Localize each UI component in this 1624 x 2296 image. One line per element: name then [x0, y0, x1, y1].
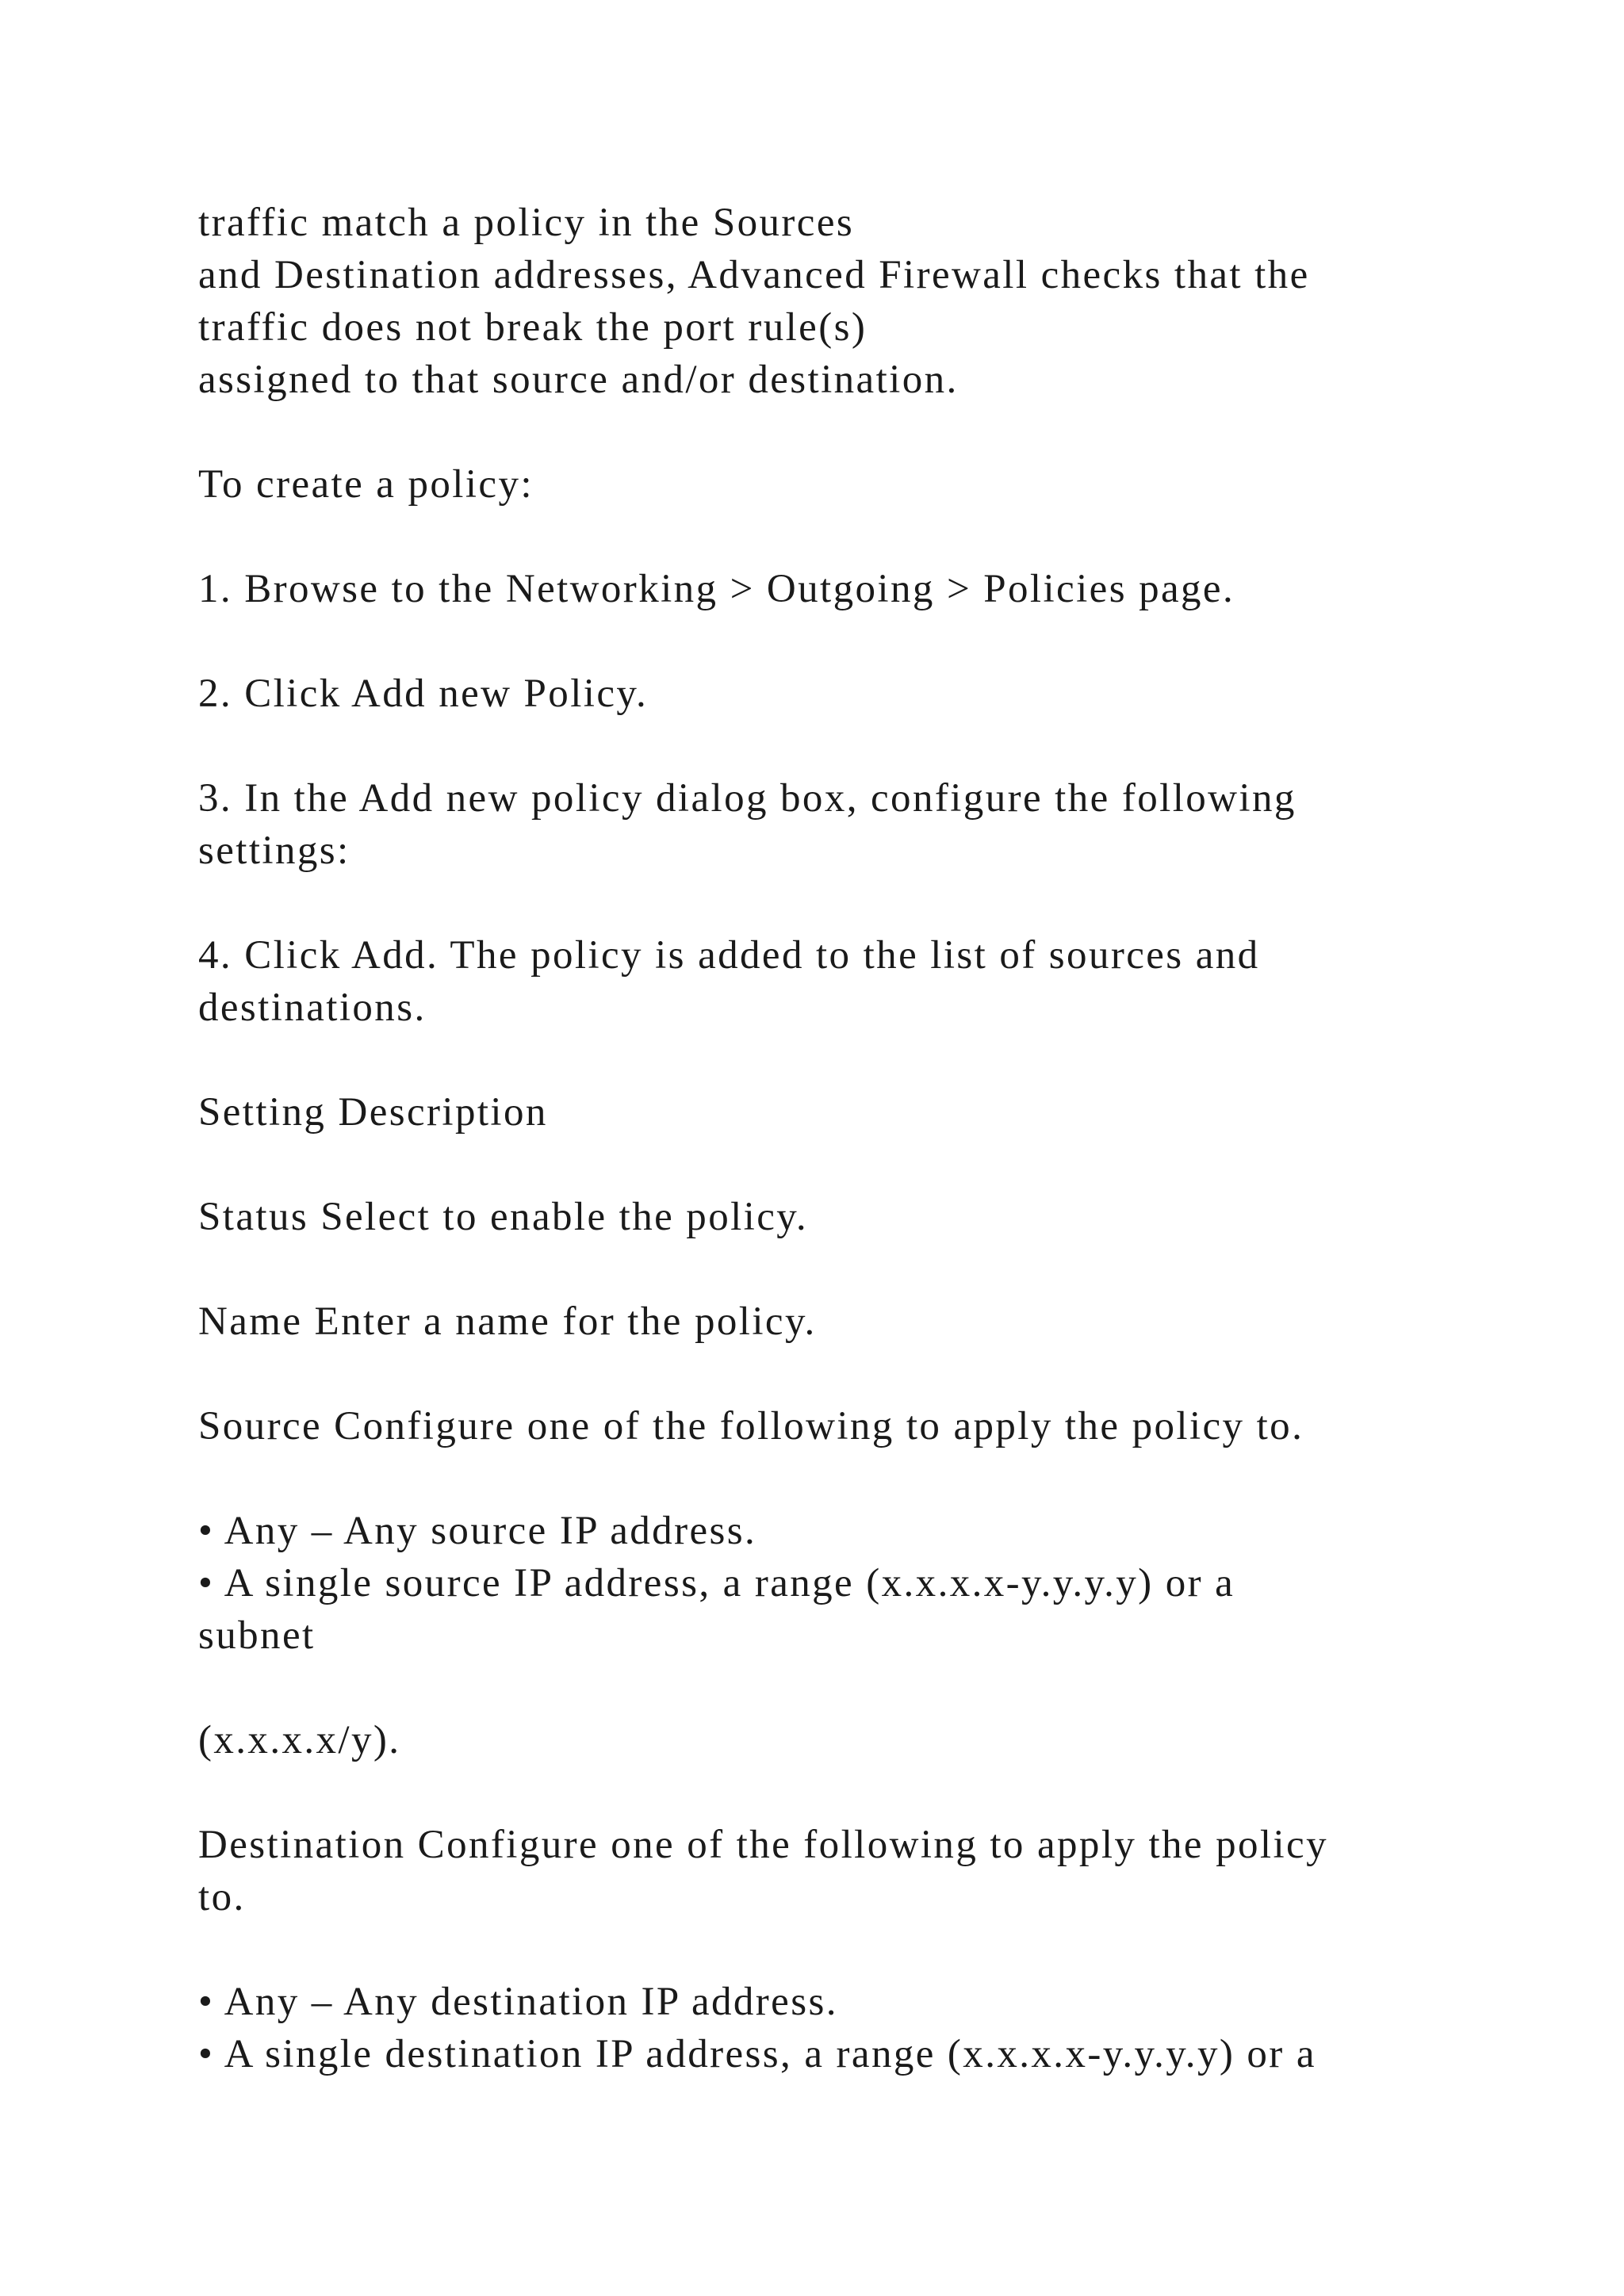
setting-destination: Destination Configure one of the following to apply the policy: [198, 1823, 1328, 1867]
text-line: traffic match a policy in the Sources: [198, 201, 855, 245]
setting-destination-cont: to.: [198, 1875, 246, 1919]
bullet-item: • Any – Any destination IP address.: [198, 1980, 838, 2024]
step-2: 2. Click Add new Policy.: [198, 672, 649, 716]
step-3-cont: settings:: [198, 828, 350, 873]
bullet-item: • Any – Any source IP address.: [198, 1509, 757, 1553]
text-line: (x.x.x.x/y).: [198, 1718, 401, 1762]
bullet-item-cont: subnet: [198, 1613, 316, 1658]
step-4: 4. Click Add. The policy is added to the list of sources and: [198, 933, 1260, 978]
text-line: and Destination addresses, Advanced Firewall checks that the: [198, 253, 1310, 297]
bullet-item: • A single source IP address, a range (x.x.x.x-y.y.y.y) or a: [198, 1561, 1235, 1605]
step-4-cont: destinations.: [198, 985, 427, 1030]
bullet-item: • A single destination IP address, a range (x.x.x.x-y.y.y.y) or a: [198, 2032, 1316, 2076]
setting-status: Status Select to enable the policy.: [198, 1195, 809, 1239]
table-header: Setting Description: [198, 1090, 548, 1135]
step-1: 1. Browse to the Networking > Outgoing > Policies page.: [198, 567, 1235, 611]
text-line: traffic does not break the port rule(s): [198, 305, 868, 350]
setting-source: Source Configure one of the following to apply the policy to.: [198, 1404, 1304, 1448]
text-line: To create a policy:: [198, 462, 534, 507]
step-3: 3. In the Add new policy dialog box, configure the following: [198, 776, 1297, 821]
setting-name: Name Enter a name for the policy.: [198, 1299, 817, 1344]
text-line: assigned to that source and/or destination.: [198, 358, 959, 402]
